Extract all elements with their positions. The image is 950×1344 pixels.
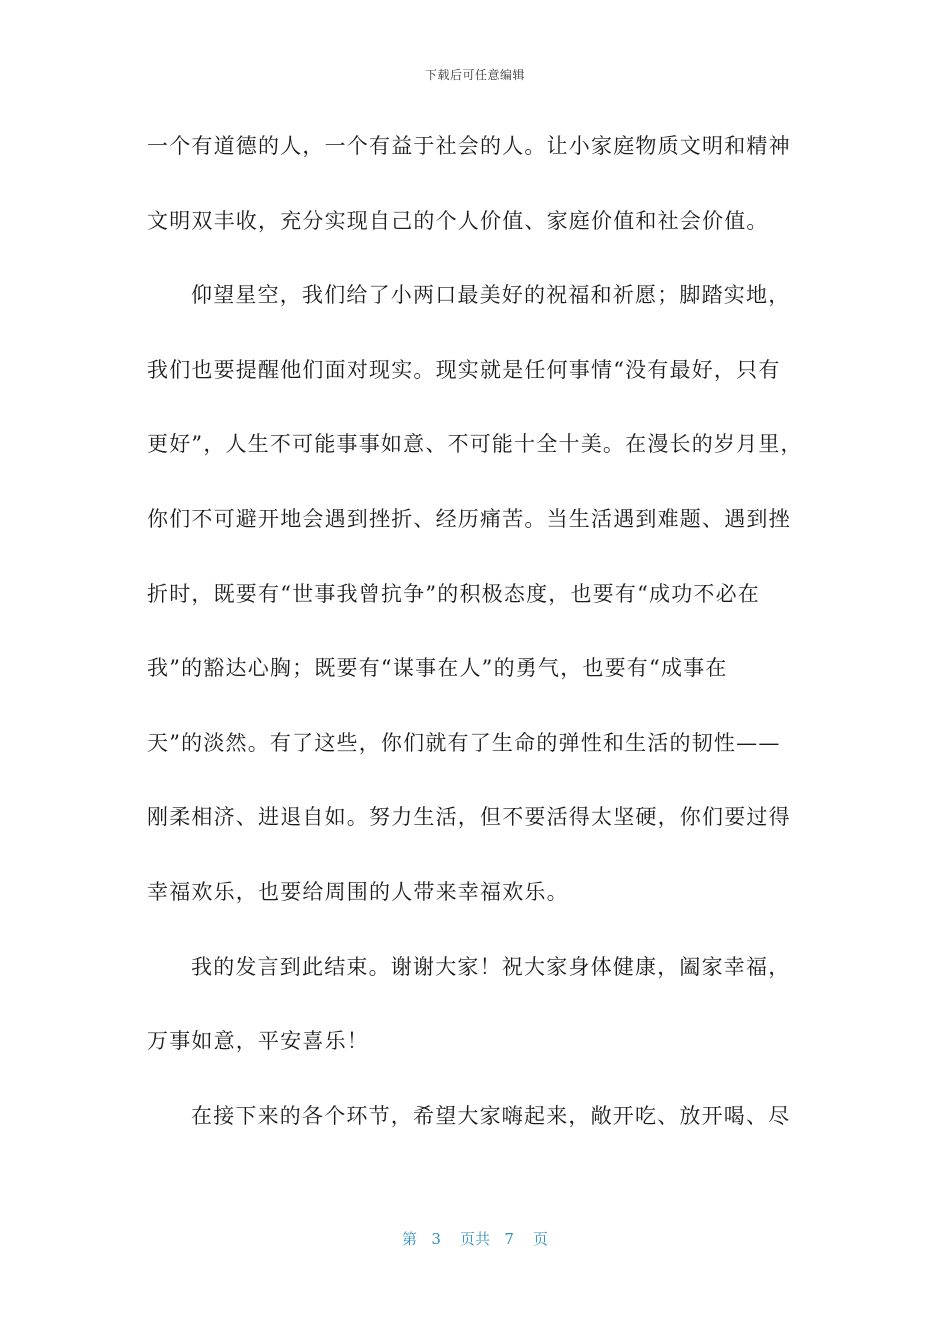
page-header-note: 下载后可任意编辑 [424, 68, 525, 82]
footer-suffix: 页 [532, 1230, 548, 1248]
text-line: 刚柔相济、进退自如。努力生活，但不要活得太坚硬，你们要过得 [147, 805, 791, 830]
page-footer [0, 1228, 950, 1249]
text-line: 万事如意，平安喜乐！ [147, 1029, 369, 1054]
text-line: 你们不可避开地会遇到挫折、经历痛苦。当生活遇到难题、遇到挫 [147, 506, 791, 531]
text-line: 我们也要提醒他们面对现实。现实就是任何事情“没有最好，只有 [147, 357, 781, 382]
footer-prefix: 第 [402, 1230, 418, 1248]
text-line: 我”的豁达心胸；既要有“谋事在人”的勇气，也要有“成事在 [147, 656, 728, 681]
text-line: 幸福欢乐，也要给周围的人带来幸福欢乐。 [147, 879, 569, 904]
paragraph-start-line: 仰望星空，我们给了小两口最美好的祝福和祈愿；脚踏实地， [191, 283, 791, 308]
footer-middle: 页共 [459, 1230, 490, 1248]
footer-current-page: 3 [431, 1230, 441, 1248]
paragraph-start-line: 在接下来的各个环节，希望大家嗨起来，敞开吃、放开喝、尽 [191, 1103, 791, 1128]
text-line: 文明双丰收，充分实现自己的个人价值、家庭价值和社会价值。 [147, 208, 769, 233]
document-body [147, 123, 807, 1167]
text-line: 折时，既要有“世事我曾抗争”的积极态度，也要有“成功不必在 [147, 581, 761, 606]
text-line: 天”的淡然。有了这些，你们就有了生命的弹性和生活的韧性—— [147, 730, 781, 755]
text-line: 更好”，人生不可能事事如意、不可能十全十美。在漫长的岁月里， [147, 432, 803, 457]
paragraph-start-line: 我的发言到此结束。谢谢大家！祝大家身体健康，阖家幸福， [191, 954, 791, 979]
footer-total-pages: 7 [504, 1230, 514, 1248]
text-line: 一个有道德的人，一个有益于社会的人。让小家庭物质文明和精神 [147, 134, 791, 158]
